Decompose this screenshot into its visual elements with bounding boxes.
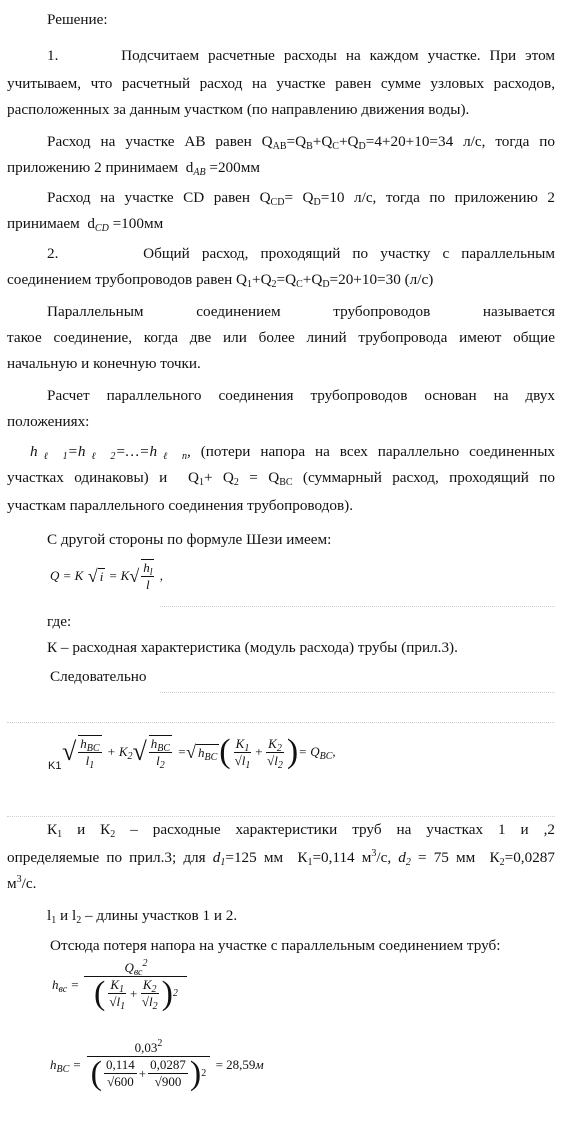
head-loss-equality-line1: $h_{\ell 1}=h_{\ell 2}=\dots=h_{\ell n}$, (потери напора на всех параллельно соединенных	[30, 443, 555, 462]
chezy-intro: С другой стороны по формуле Шези имеем:	[47, 531, 332, 548]
cd-flow-line1: Расход на участке CD равен $Q_{CD}= Q_D=10$ л/с, тогда по приложению 2	[47, 189, 555, 208]
chezy-formula: Q = K √ i = K √ $\frac{h_l}{l}$ ,	[50, 560, 163, 592]
head-loss-formula: $h_{вс}$ = $Q_{вс}^2$ ( $\frac{K_1}{√l_1}$ + $\frac{K_2}{√l_2}$ ) 2	[52, 960, 189, 1010]
head-loss-equality-line2: участках одинаковы) и $Q_1+ Q_2 = Q_{BC}$ (суммарный расход, проходящий по	[7, 469, 556, 488]
basis-line1: Расчет параллельного соединения трубопроводов основан на двух	[47, 387, 555, 404]
ab-flow-line1: Расход на участке АВ равен $Q_{AB}=Q_B+Q_C+Q_D=4+20+10=34$ л/с, тогда по	[47, 133, 555, 152]
cd-flow-line2: принимаем $d_{CD} =100мм$	[7, 215, 164, 234]
lengths-definition: $l_1$ и $l_2$ – длины участков 1 и 2.	[47, 907, 238, 926]
definition-line2: такое соединение, когда две или более линий трубопровода имеют общие	[7, 329, 555, 346]
step1-line2: учитываем, что расчетный расход на участке равен сумме узловых расходов,	[7, 75, 555, 92]
parallel-flow-equation: √ $\frac{h_{BC}}{l_1}$ + $K_2$ √ $\frac{h_{BC}}{l_2}$ = √ $h_{BC}$ ( $\frac{K_1}{√l_1}$ + $\frac{K_2}{√l_2}$ ) = $Q_{BC}$,	[62, 733, 336, 771]
k-values-line1: $К_1$ и $К_2$ – расходные характеристики труб на участках 1 и ,2	[47, 821, 556, 840]
k1-label: K1	[48, 760, 62, 772]
consequently-label: Следовательно	[50, 668, 147, 685]
ab-flow-line2: приложению 2 принимаем $d_{AB} =200мм$	[7, 159, 260, 178]
where-label: где:	[47, 613, 72, 630]
head-loss-result: $h_{BC}$ = 0,03$^2$ ( $\frac{0,114}{√600}$ + $\frac{0,0287}{√900}$ ) 2 = 28,59 м	[50, 1038, 264, 1092]
formula-underline-4	[7, 816, 555, 817]
definition-line1: Параллельным соединением трубопроводов называется	[47, 303, 555, 320]
k-definition: К – расходная характеристика (модуль расхода) трубы (прил.3).	[47, 639, 458, 656]
head-loss-intro: Отсюда потеря напора на участке с параллельным соединением труб:	[50, 937, 501, 954]
basis-line2: положениях:	[7, 413, 90, 430]
definition-line3: начальную и конечную точки.	[7, 355, 201, 372]
formula-underline-2	[160, 692, 555, 693]
k-values-line3: $м^3/с$.	[7, 874, 37, 892]
step2-line2: соединением трубопроводов равен $Q_1+Q_2=Q_C+Q_D=20+10=30$ (л/с)	[7, 271, 434, 290]
step2-line1: 2. Общий расход, проходящий по участку с параллельным	[47, 245, 555, 262]
solution-heading: Решение:	[47, 11, 108, 28]
k-values-line2: определяемые по прил.3; для $d_1=125$ мм $К_1=0,114$ $м^3/с$, $d_2 = 75$ мм $К_2=0,0287$	[7, 848, 555, 868]
step1-line3: расположенных за данным участком (по направлению движения воды).	[7, 101, 470, 118]
formula-underline-1	[160, 606, 555, 607]
step1-line1: 1. Подсчитаем расчетные расходы на каждом участке. При этом	[47, 47, 556, 64]
head-loss-equality-line3: участкам параллельного соединения трубопроводов).	[7, 497, 353, 514]
